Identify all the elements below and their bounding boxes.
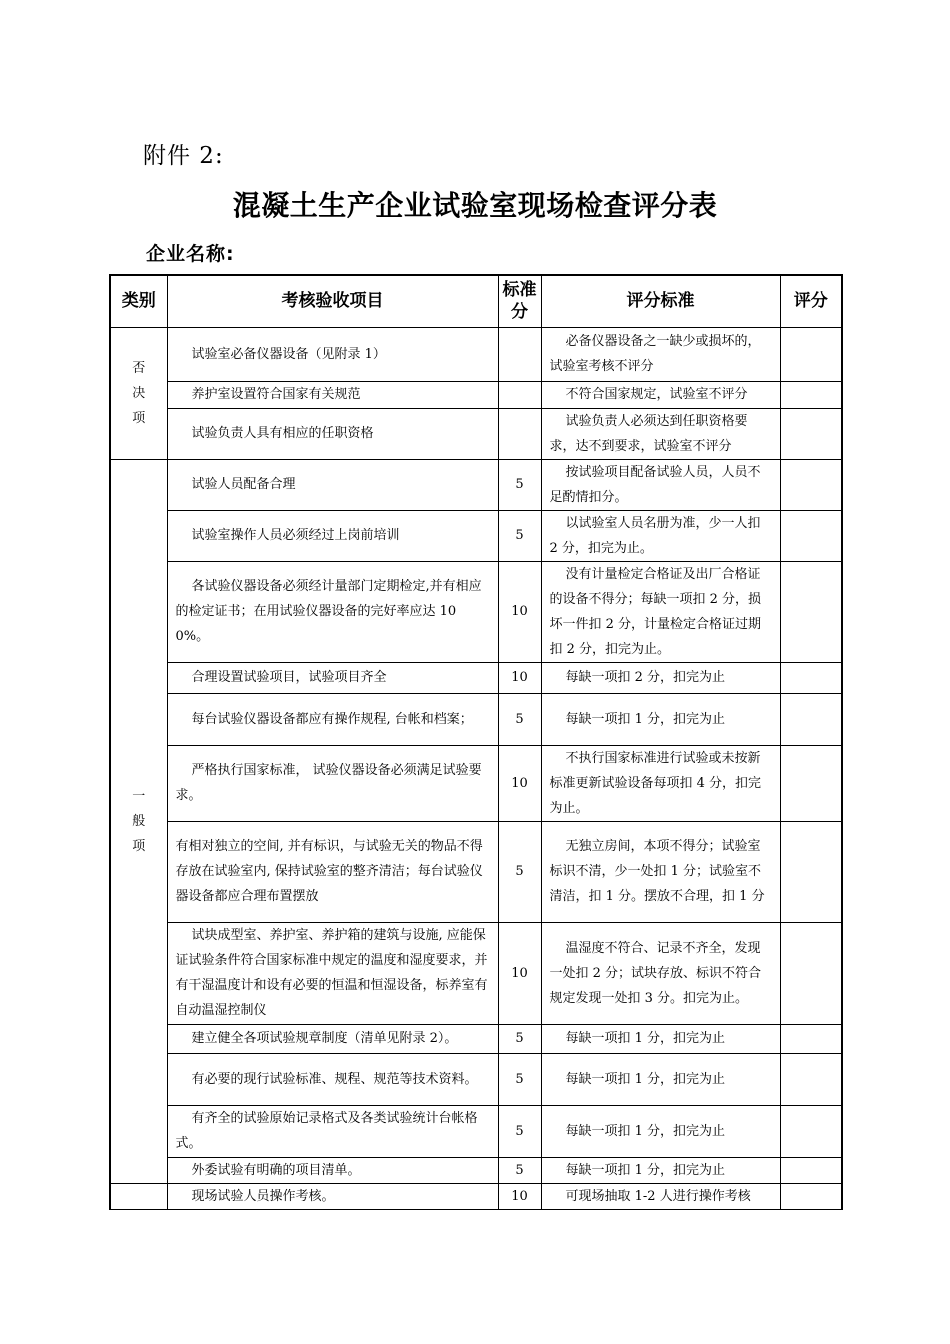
table-row (110, 1024, 842, 1053)
standard-score-cell: 5 (498, 1157, 541, 1183)
standard-score-cell: 5 (498, 1105, 541, 1157)
score-input-cell[interactable] (780, 1157, 842, 1183)
category-char: 项 (132, 838, 146, 854)
item-cell: 试验室操作人员必须经过上岗前培训 (167, 510, 498, 561)
standard-score-cell: 5 (498, 459, 541, 510)
item-cell: 有相对独立的空间, 并有标识，与试验无关的物品不得存放在试验室内, 保持试验室的整齐清洁；每台试验仪器设备都应合理布置摆放 (167, 821, 498, 922)
standard-score-cell: 5 (498, 821, 541, 922)
table-row (110, 1157, 842, 1183)
score-input-cell[interactable] (780, 693, 842, 745)
header-score: 评分 (780, 275, 842, 327)
item-cell: 试验人员配备合理 (167, 459, 498, 510)
header-standard-score-line2: 分 (511, 302, 528, 323)
category-cell (110, 1183, 167, 1209)
standard-score-cell: 10 (498, 1183, 541, 1209)
standard-score-cell: 5 (498, 510, 541, 561)
criteria-cell: 必备仪器设备之一缺少或损坏的，试验室考核不评分 (541, 327, 780, 381)
score-input-cell[interactable] (780, 1183, 842, 1209)
standard-score-cell: 10 (498, 922, 541, 1024)
criteria-cell: 每缺一项扣 1 分，扣完为止 (541, 1024, 780, 1053)
table-row (110, 561, 842, 662)
criteria-cell: 不符合国家规定，试验室不评分 (541, 381, 780, 408)
standard-score-cell (498, 381, 541, 408)
score-input-cell[interactable] (780, 561, 842, 662)
score-input-cell[interactable] (780, 510, 842, 561)
header-item: 考核验收项目 (167, 275, 498, 327)
table-row (110, 381, 842, 408)
category-general (110, 459, 167, 1183)
criteria-cell: 可现场抽取 1-2 人进行操作考核 (541, 1183, 780, 1209)
table-row (110, 821, 842, 922)
score-table (109, 274, 843, 1210)
header-standard-score-line1: 标准 (502, 280, 537, 301)
score-input-cell[interactable] (780, 1053, 842, 1105)
table-row (110, 693, 842, 745)
standard-score-cell: 5 (498, 1053, 541, 1105)
header-criteria: 评分标准 (541, 275, 780, 327)
standard-score-cell: 5 (498, 1024, 541, 1053)
item-cell: 建立健全各项试验规章制度（清单见附录 2）。 (167, 1024, 498, 1053)
score-input-cell[interactable] (780, 662, 842, 693)
standard-score-cell: 5 (498, 693, 541, 745)
item-cell: 试验负责人具有相应的任职资格 (167, 408, 498, 459)
category-char: 项 (132, 410, 146, 426)
score-input-cell[interactable] (780, 1024, 842, 1053)
criteria-cell: 按试验项目配备试验人员，人员不足酌情扣分。 (541, 459, 780, 510)
standard-score-cell (498, 408, 541, 459)
category-char: 决 (132, 385, 146, 401)
item-cell: 试验室必备仪器设备（见附录 1） (167, 327, 498, 381)
criteria-cell: 无独立房间，本项不得分；试验室标识不清，少一处扣 1 分；试验室不清洁，扣 1 分。摆放不合理，扣 1 分 (541, 821, 780, 922)
table-header-row (110, 275, 842, 327)
table-row (110, 745, 842, 821)
criteria-cell: 每缺一项扣 1 分，扣完为止 (541, 1105, 780, 1157)
table-row (110, 1105, 842, 1157)
table-row (110, 662, 842, 693)
table-row (110, 1053, 842, 1105)
standard-score-cell: 10 (498, 662, 541, 693)
item-cell: 有齐全的试验原始记录格式及各类试验统计台帐格式。 (167, 1105, 498, 1157)
category-char: 般 (132, 813, 146, 829)
item-cell: 严格执行国家标准， 试验仪器设备必须满足试验要求。 (167, 745, 498, 821)
category-veto (110, 327, 167, 459)
score-input-cell[interactable] (780, 821, 842, 922)
header-category: 类别 (110, 275, 167, 327)
item-cell: 现场试验人员操作考核。 (167, 1183, 498, 1209)
category-char: 否 (132, 360, 146, 376)
item-cell: 各试验仪器设备必须经计量部门定期检定,并有相应的检定证书；在用试验仪器设备的完好率应达 100%。 (167, 561, 498, 662)
criteria-cell: 温湿度不符合、记录不齐全，发现一处扣 2 分；试块存放、标识不符合规定发现一处扣 3 分。扣完为止。 (541, 922, 780, 1024)
criteria-cell: 以试验室人员名册为准，少一人扣 2 分，扣完为止。 (541, 510, 780, 561)
criteria-cell: 每缺一项扣 1 分，扣完为止 (541, 1157, 780, 1183)
attachment-label: 附件 2: (143, 143, 224, 169)
item-cell: 每台试验仪器设备都应有操作规程, 台帐和档案； (167, 693, 498, 745)
score-input-cell[interactable] (780, 327, 842, 381)
criteria-cell: 每缺一项扣 2 分，扣完为止 (541, 662, 780, 693)
category-char: 一 (132, 788, 146, 804)
table-row (110, 922, 842, 1024)
standard-score-cell: 10 (498, 561, 541, 662)
standard-score-cell: 10 (498, 745, 541, 821)
item-cell: 试块成型室、养护室、养护箱的建筑与设施, 应能保证试验条件符合国家标准中规定的温度和湿度要求，并有干湿温度计和设有必要的恒温和恒湿设备，标养室有自动温湿控制仪 (167, 922, 498, 1024)
criteria-cell: 每缺一项扣 1 分，扣完为止 (541, 1053, 780, 1105)
score-input-cell[interactable] (780, 1105, 842, 1157)
item-cell: 合理设置试验项目，试验项目齐全 (167, 662, 498, 693)
header-standard-score (498, 275, 541, 327)
table-row (110, 1183, 842, 1209)
score-input-cell[interactable] (780, 745, 842, 821)
score-input-cell[interactable] (780, 922, 842, 1024)
criteria-cell: 每缺一项扣 1 分，扣完为止 (541, 693, 780, 745)
table-row (110, 459, 842, 510)
item-cell: 养护室设置符合国家有关规范 (167, 381, 498, 408)
criteria-cell: 试验负责人必须达到任职资格要求，达不到要求，试验室不评分 (541, 408, 780, 459)
table-row (110, 408, 842, 459)
score-input-cell[interactable] (780, 459, 842, 510)
criteria-cell: 没有计量检定合格证及出厂合格证的设备不得分；每缺一项扣 2 分，损坏一件扣 2 分，计量检定合格证过期扣 2 分，扣完为止。 (541, 561, 780, 662)
company-name-label: 企业名称: (146, 243, 235, 265)
standard-score-cell (498, 327, 541, 381)
table-row (110, 327, 842, 381)
criteria-cell: 不执行国家标准进行试验或未按新标准更新试验设备每项扣 4 分，扣完为止。 (541, 745, 780, 821)
item-cell: 外委试验有明确的项目清单。 (167, 1157, 498, 1183)
score-input-cell[interactable] (780, 408, 842, 459)
page-title: 混凝土生产企业试验室现场检查评分表 (232, 189, 718, 222)
table-row (110, 510, 842, 561)
score-input-cell[interactable] (780, 381, 842, 408)
item-cell: 有必要的现行试验标准、规程、规范等技术资料。 (167, 1053, 498, 1105)
